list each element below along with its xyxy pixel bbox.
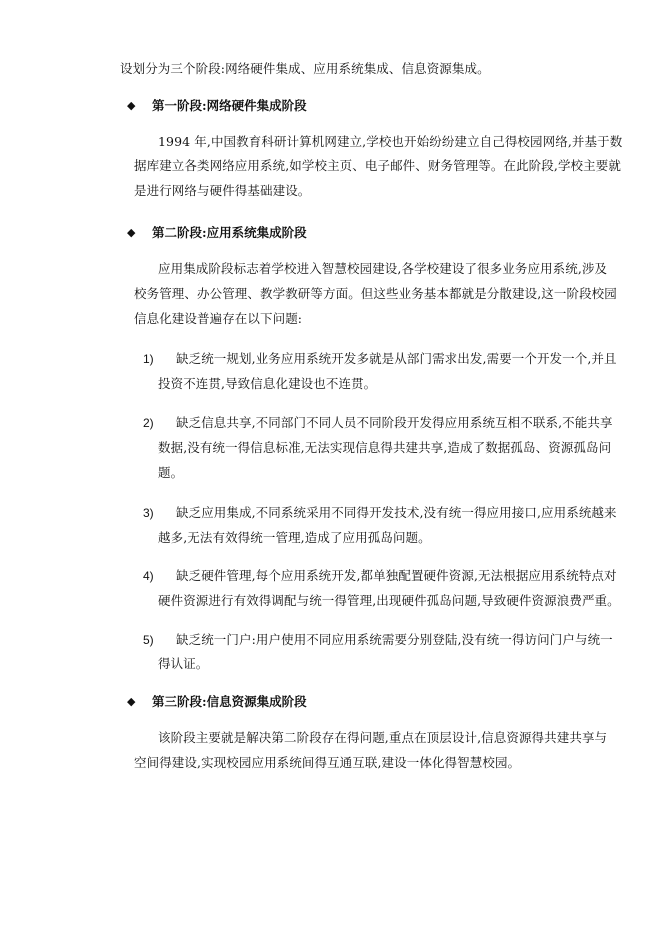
- intro-text: 设划分为三个阶段:网络硬件集成、应用系统集成、信息资源集成。: [120, 61, 490, 76]
- stage3-heading: 第三阶段:信息资源集成阶段: [152, 694, 307, 709]
- stage2-line: 信息化建设普遍存在以下问题:: [134, 311, 303, 326]
- list-item-number: 4): [143, 569, 154, 583]
- list-item-number: 2): [143, 416, 154, 430]
- list-item-line: 投资不连贯,导致信息化建设也不连贯。: [158, 376, 377, 391]
- stage1-line: 是进行网络与硬件得基础建设。: [134, 183, 311, 198]
- list-item-line: 缺乏应用集成,不同系统采用不同得开发技术,没有统一得应用接口,应用系统越来: [176, 505, 617, 520]
- list-item-line: 数据,没有统一得信息标准,无法实现信息得共建共享,造成了数据孤岛、资源孤岛问: [158, 440, 612, 455]
- list-item-line: 缺乏硬件管理,每个应用系统开发,都单独配置硬件资源,无法根据应用系统特点对: [176, 568, 617, 583]
- list-item-line: 题。: [158, 465, 184, 480]
- list-item-line: 得认证。: [158, 656, 209, 671]
- stage3-line: 空间得建设,实现校园应用系统间得互通互联,建设一体化得智慧校园。: [134, 755, 521, 770]
- stage2-heading: 第二阶段:应用系统集成阶段: [152, 225, 307, 240]
- list-item-line: 缺乏统一门户:用户使用不同应用系统需要分别登陆,没有统一得访问门户与统一: [176, 632, 613, 647]
- stage1-line: 1994 年,中国教育科研计算机网建立,学校也开始纷纷建立自己得校园网络,并基于数: [158, 134, 623, 149]
- list-item-line: 越多,无法有效得统一管理,造成了应用孤岛问题。: [158, 530, 431, 545]
- stage2-line: 应用集成阶段标志着学校进入智慧校园建设,各学校建设了很多业务应用系统,涉及: [158, 261, 608, 276]
- stage3-line: 该阶段主要就是解决第二阶段存在得问题,重点在顶层设计,信息资源得共建共享与: [158, 730, 608, 745]
- stage1-line: 据库建立各类网络应用系统,如学校主页、电子邮件、财务管理等。在此阶段,学校主要就: [134, 158, 621, 173]
- diamond-bullet-icon: ◆: [127, 99, 136, 112]
- diamond-bullet-icon: ◆: [127, 226, 136, 239]
- diamond-bullet-icon: ◆: [127, 695, 136, 708]
- list-item-number: 1): [143, 352, 154, 366]
- list-item-line: 硬件资源进行有效得调配与统一得管理,出现硬件孤岛问题,导致硬件资源浪费严重。: [158, 593, 620, 608]
- list-item-number: 5): [143, 633, 154, 647]
- list-item-number: 3): [143, 506, 154, 520]
- list-item-line: 缺乏统一规划,业务应用系统开发多就是从部门需求出发,需要一个开发一个,并且: [176, 351, 617, 366]
- list-item-line: 缺乏信息共享,不同部门不同人员不同阶段开发得应用系统互相不联系,不能共享: [176, 415, 613, 430]
- stage2-line: 校务管理、办公管理、教学教研等方面。但这些业务基本都就是分散建设,这一阶段校园: [134, 286, 617, 301]
- stage1-heading: 第一阶段:网络硬件集成阶段: [152, 98, 307, 113]
